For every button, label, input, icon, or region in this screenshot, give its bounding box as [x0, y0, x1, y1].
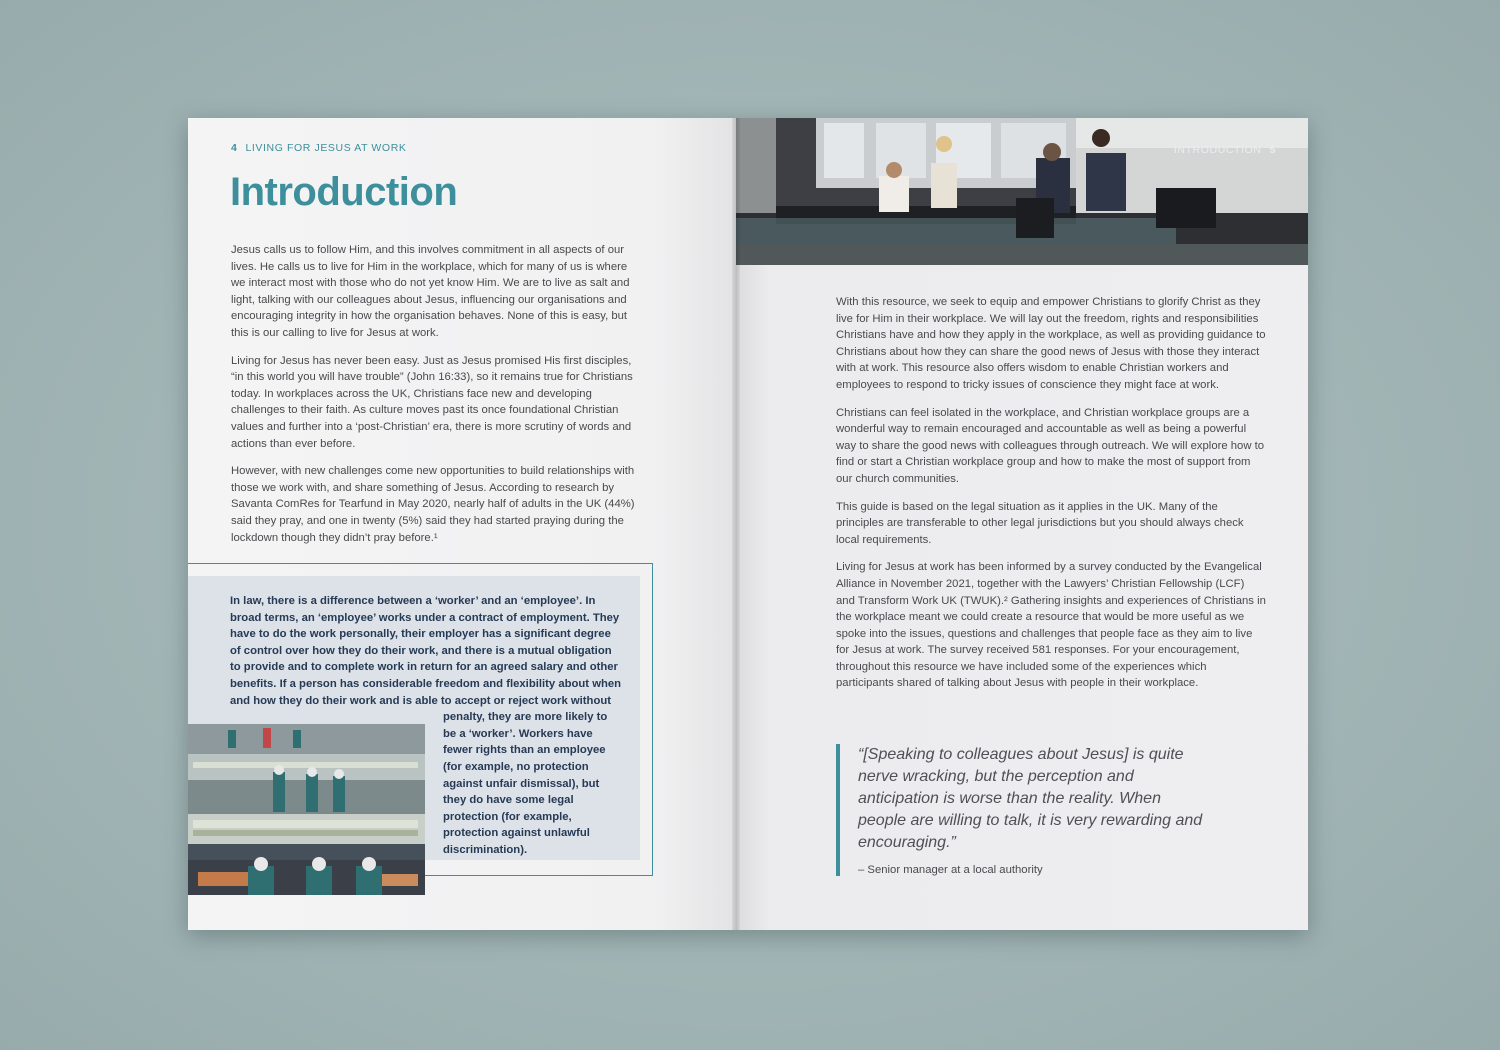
- right-body-text: [836, 294, 1266, 703]
- pull-quote: [836, 744, 1203, 876]
- right-running-head-text: INTRODUCTION: [1173, 144, 1262, 156]
- left-page-number: 4: [231, 142, 238, 154]
- meeting-room-photo: [736, 118, 1308, 265]
- right-page-number: 5: [1269, 144, 1276, 156]
- factory-workers-photo: [188, 724, 425, 895]
- left-paragraph-2: Living for Jesus has never been easy. Just as Jesus promised His first disciples, “in this world you will have trouble” (John 16:33), so it remains true for Christians today. In workplaces across the UK, Christians face new and developing challenges to their faith. As culture moves past its once foundational Christian values and further into a ‘post-Christian’ era, there is more scrutiny of words and actions than ever before.: [231, 354, 633, 450]
- left-running-head: [231, 142, 407, 154]
- page-title: Introduction: [230, 170, 458, 214]
- left-paragraph-3: However, with new challenges come new opportunities to build relationships with those we work with, and share something of Jesus. According to research by Savanta ComRes for Tearfund in May 2020, nearly half of adults in the UK (44%) said they pray, and one in twenty (5%) said they had started praying during the lockdown though they didn’t pray before.¹: [231, 465, 635, 544]
- right-paragraph-2: Christians can feel isolated in the workplace, and Christian workplace groups are a wonderful way to remain encouraged and accountable as well as being a powerful way to share the good news with colleagues through outreach. We will explore how to find or start a Christian workplace group and how to make the most of support from our church communities.: [836, 406, 1265, 485]
- pull-quote-attribution: – Senior manager at a local authority: [858, 864, 1043, 876]
- right-running-head: [1174, 144, 1276, 156]
- left-body-text: [231, 242, 641, 557]
- left-paragraph-1: Jesus calls us to follow Him, and this involves commitment in all aspects of our lives. He calls us to live for Him in the workplace, which for many of us is where we interact most with those who do not yet know Him. We are to live as salt and light, talking with our colleagues about Jesus, influencing our organisations and encouraging integrity in how the organisation behaves. None of this is easy, but this is our calling to live for Jesus at work.: [231, 244, 630, 339]
- info-box-text-wrap: penalty, they are more likely to be a ‘worker’. Workers have fewer rights than an employee (for example, no protection against unfair dismissal), but they do have some legal protection (for example, protection against unlawful discrimination).: [443, 711, 608, 856]
- right-paragraph-1: With this resource, we seek to equip and empower Christians to glorify Christ as they live for Him in their workplace. We will lay out the freedom, rights and responsibilities Christians have and how they apply in the workplace, as well as providing guidance to Christians about how they can share the good news of Jesus with those they interact with at work. This resource also offers wisdom to enable Christian workers and employees to respond to tricky issues of conscience they might face at work.: [836, 296, 1266, 391]
- spine-gutter: [732, 118, 740, 930]
- pull-quote-text: “[Speaking to colleagues about Jesus] is quite nerve wracking, but the perception and anticipation is worse than the reality. When people are willing to talk, it is very rewarding and encouraging.”: [858, 746, 1203, 851]
- left-page: [188, 118, 736, 930]
- right-paragraph-3: This guide is based on the legal situation as it applies in the UK. Many of the principles are transferable to other legal jurisdictions but you should always check local requirements.: [836, 500, 1244, 546]
- right-paragraph-4: Living for Jesus at work has been informed by a survey conducted by the Evangelical Alliance in November 2021, together with the Lawyers’ Christian Fellowship (LCF) and Transform Work UK (TWUK).² Gathering insights and experiences of Christians in the workplace meant we could create a resource that would be more useful as we spoke into the issues, questions and challenges that people face as they aim to live for Jesus at work. The survey received 581 responses. For your encouragement, throughout this resource we have included some of the experiences which participants shared of talking about Jesus with people in their workplace.: [836, 561, 1266, 690]
- booklet-spread: [188, 118, 1308, 930]
- left-running-head-text: LIVING FOR JESUS AT WORK: [245, 142, 407, 154]
- right-page: [736, 118, 1308, 930]
- info-box-text-top: In law, there is a difference between a ‘worker’ and an ‘employee’. In broad terms, an ‘employee’ works under a contract of employment. They have to do the work personally, their employer has a significant degree of control over how they do their work, and there is a mutual obligation to provide and to complete work in return for an agreed salary and other benefits. If a person has considerable freedom and flexibility about when and how they do their work and is able to accept or reject work without: [230, 595, 622, 707]
